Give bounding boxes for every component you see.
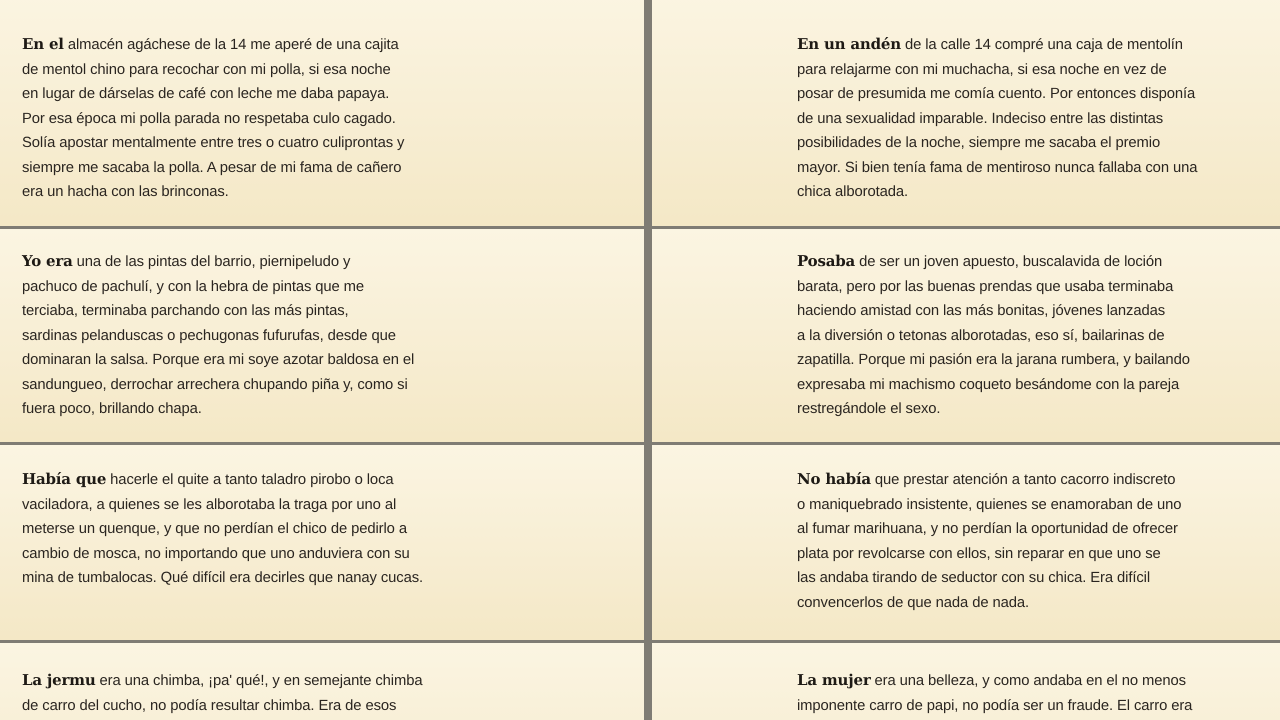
text-line: zapatilla. Porque mi pasión era la jarana rumbera, y bailando — [797, 352, 1190, 368]
standard-version-cell — [652, 643, 1280, 720]
standard-version-cell — [652, 229, 1280, 442]
lead-words: No había — [797, 470, 871, 488]
slang-version-cell — [0, 229, 644, 442]
text-line: de carro del cucho, no podía resultar chimba. Era de esos — [22, 697, 397, 714]
slang-paragraph — [22, 32, 624, 205]
text-line: hacerle el quite a tanto taladro pirobo o loca — [106, 472, 394, 488]
text-line: al fumar marihuana, y no perdían la oportunidad de ofrecer — [797, 521, 1178, 537]
text-line: barata, pero por las buenas prendas que usaba terminaba — [797, 278, 1174, 295]
slang-version-cell — [0, 445, 644, 640]
standard-paragraph — [797, 668, 1272, 718]
standard-paragraph — [797, 467, 1272, 615]
text-line: Por esa época mi polla parada no respetaba culo cagado. — [22, 110, 396, 127]
text-line: de ser un joven apuesto, buscalavida de loción — [855, 254, 1163, 270]
text-line: mina de tumbalocas. Qué difícil era decirles que nanay cucas. — [22, 570, 424, 586]
text-line: era una belleza, y como andaba en el no menos — [870, 673, 1186, 689]
text-line: de la calle 14 compré una caja de mentolín — [900, 37, 1183, 53]
text-line: para relajarme con mi muchacha, si esa noche en vez de — [797, 61, 1167, 78]
text-line: vaciladora, a quienes se les alborotaba la traga por uno al — [22, 496, 397, 513]
lead-words: Había que — [22, 470, 107, 488]
text-line: terciaba, terminaba parchando con las más pintas, — [22, 303, 349, 319]
text-line: fuera poco, brillando chapa. — [22, 401, 202, 417]
text-line: que prestar atención a tanto cacorro indiscreto — [870, 472, 1176, 488]
lead-words: La mujer — [797, 671, 871, 689]
text-line: sandungueo, derrochar arrechera chupando piña y, como si — [22, 376, 408, 393]
text-line: meterse un quenque, y que no perdían el chico de pedirlo a — [22, 521, 407, 537]
lead-words: Yo era — [22, 252, 73, 270]
standard-version-cell — [652, 0, 1280, 226]
text-line: pachuco de pachulí, y con la hebra de pintas que me — [22, 278, 365, 295]
standard-paragraph — [797, 249, 1272, 422]
text-line: posar de presumida me comía cuento. Por entonces disponía — [797, 86, 1196, 102]
text-line: sardinas pelanduscas o pechugonas fufurufas, desde que — [22, 327, 396, 344]
text-line: de una sexualidad imparable. Indeciso entre las distintas — [797, 110, 1164, 127]
slang-paragraph — [22, 249, 624, 422]
text-line: imponente carro de papi, no podía ser un fraude. El carro era — [797, 697, 1193, 714]
slang-paragraph — [22, 668, 624, 718]
text-line: plata por revolcarse con ellos, sin reparar en que uno se — [797, 545, 1161, 562]
text-line: convencerlos de que nada de nada. — [797, 594, 1029, 611]
text-line: era un hacha con las brinconas. — [22, 184, 229, 200]
lead-words: En un andén — [797, 35, 901, 53]
text-line: dominaran la salsa. Porque era mi soye azotar baldosa en el — [22, 352, 415, 368]
standard-paragraph — [797, 32, 1272, 205]
text-line: mayor. Si bien tenía fama de mentiroso nunca fallaba con una — [797, 159, 1198, 176]
text-line: las andaba tirando de seductor con su chica. Era difícil — [797, 570, 1151, 586]
text-line: siempre me sacaba la polla. A pesar de mi fama de cañero — [22, 159, 402, 176]
lead-words: Posaba — [797, 252, 856, 270]
standard-version-cell — [652, 445, 1280, 640]
lead-words: La jermu — [22, 671, 96, 689]
text-line: restregándole el sexo. — [797, 401, 941, 417]
slang-version-cell — [0, 0, 644, 226]
slang-paragraph — [22, 467, 624, 591]
text-line: expresaba mi machismo coqueto besándome con la pareja — [797, 376, 1180, 393]
text-line: una de las pintas del barrio, piernipeludo y — [72, 254, 351, 270]
text-line: cambio de mosca, no importando que uno anduviera con su — [22, 545, 410, 562]
lead-words: En el — [22, 35, 64, 53]
text-line: en lugar de dárselas de café con leche me daba papaya. — [22, 86, 390, 102]
slang-version-cell — [0, 643, 644, 720]
text-line: o maniquebrado insistente, quienes se enamoraban de uno — [797, 496, 1182, 513]
text-line: Solía apostar mentalmente entre tres o cuatro culiprontas y — [22, 135, 405, 151]
text-line: a la diversión o tetonas alborotadas, eso sí, bailarinas de — [797, 327, 1165, 344]
text-line: era una chimba, ¡pa' qué!, y en semejante chimba — [95, 673, 423, 689]
text-line: posibilidades de la noche, siempre me sacaba el premio — [797, 135, 1161, 151]
text-line: de mentol chino para recochar con mi polla, si esa noche — [22, 61, 391, 78]
text-line: chica alborotada. — [797, 184, 908, 200]
text-line: haciendo amistad con las más bonitas, jóvenes lanzadas — [797, 303, 1166, 319]
text-line: almacén agáchese de la 14 me aperé de una cajita — [63, 37, 399, 53]
